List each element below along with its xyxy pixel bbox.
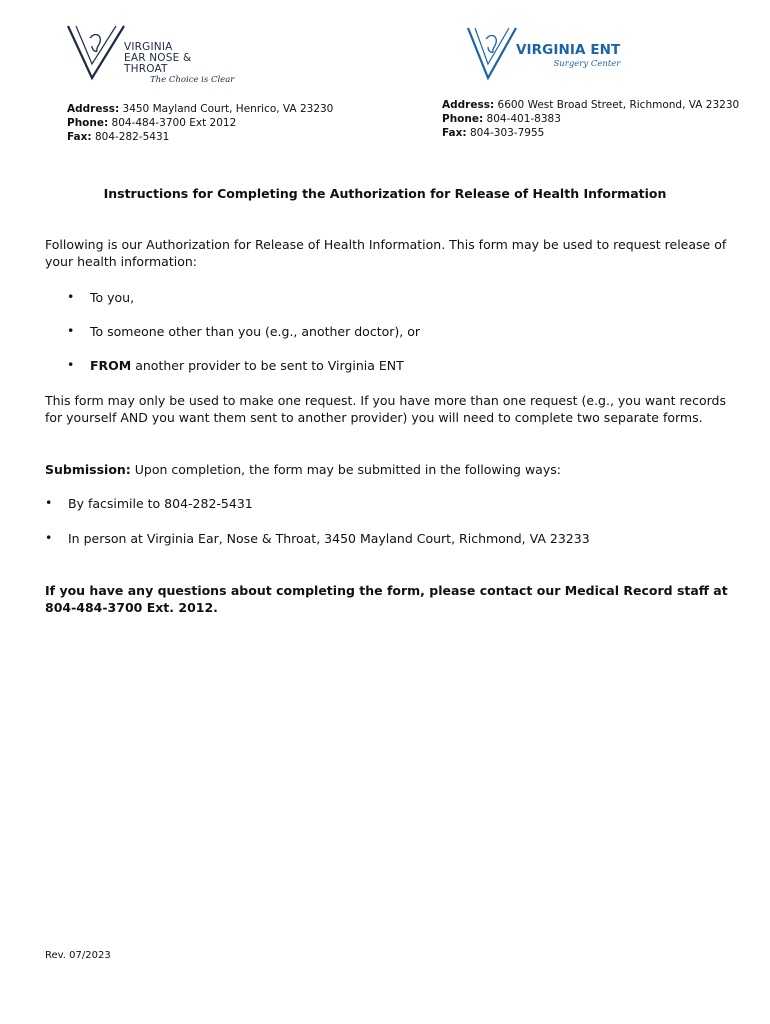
contact-paragraph: If you have any questions about completing the form, please contact our Medical Record staff at 804-484-3700 Ext. 2012. <box>45 583 728 615</box>
left-brand-line2: EAR NOSE & THROAT <box>124 52 192 75</box>
document-title: Instructions for Completing the Authorization for Release of Health Information <box>103 186 667 201</box>
bullet-icon: • <box>67 323 75 338</box>
right-location-address <box>442 98 739 140</box>
right-brand-name: VIRGINIA ENT <box>516 42 621 58</box>
v-emblem-icon <box>66 22 126 82</box>
intro-paragraph: Following is our Authorization for Release of Health Information. This form may be used to request release of your health information: <box>45 237 727 269</box>
phone-value: 804-401-8383 <box>483 113 561 125</box>
submission-text: Upon completion, the form may be submitted in the following ways: <box>130 462 561 477</box>
submission-method-in-person: In person at Virginia Ear, Nose & Throat, 3450 Mayland Court, Richmond, VA 23233 <box>68 531 590 546</box>
left-brand-text <box>124 42 236 86</box>
virginia-ent-logo-left <box>66 22 236 85</box>
submission-paragraph <box>45 461 735 478</box>
address-label: Address: <box>442 99 495 111</box>
fax-label: Fax: <box>67 131 92 143</box>
right-brand-subtitle: Surgery Center <box>553 59 621 69</box>
recipient-item-from <box>90 357 404 374</box>
fax-label: Fax: <box>442 127 467 139</box>
bullet-icon: • <box>45 530 53 545</box>
fax-value: 804-282-5431 <box>91 131 170 143</box>
v-emblem-icon <box>466 24 520 80</box>
bullet-icon: • <box>45 495 53 510</box>
bullet-icon: • <box>67 289 75 304</box>
left-location-address <box>67 102 333 144</box>
address-value: 3450 Mayland Court, Henrico, VA 23230 <box>119 103 334 115</box>
recipient-item-you: To you, <box>90 290 135 305</box>
from-rest: another provider to be sent to Virginia ENT <box>131 358 404 373</box>
fax-value: 804-303-7955 <box>466 127 545 139</box>
from-emphasis: FROM <box>90 358 132 373</box>
phone-value: 804-484-3700 Ext 2012 <box>108 117 237 129</box>
submission-label: Submission: <box>45 462 131 477</box>
left-brand-line1: VIRGINIA <box>124 41 173 53</box>
submission-method-fax: By facsimile to 804-282-5431 <box>68 496 253 511</box>
right-brand-text <box>516 42 620 69</box>
address-label: Address: <box>67 103 120 115</box>
left-brand-tagline: The Choice is Clear <box>150 75 235 85</box>
one-request-paragraph: This form may only be used to make one request. If you have more than one request (e.g., you want records for yourself AND you want them sent to another provider) you will need to complete two separate forms. <box>45 393 726 425</box>
recipient-item-other: To someone other than you (e.g., another doctor), or <box>90 324 420 339</box>
bullet-icon: • <box>67 357 75 372</box>
phone-label: Phone: <box>67 117 109 129</box>
revision-date: Rev. 07/2023 <box>45 950 111 961</box>
address-value: 6600 West Broad Street, Richmond, VA 23230 <box>494 99 740 111</box>
virginia-ent-surgery-center-logo <box>466 24 626 82</box>
phone-label: Phone: <box>442 113 484 125</box>
